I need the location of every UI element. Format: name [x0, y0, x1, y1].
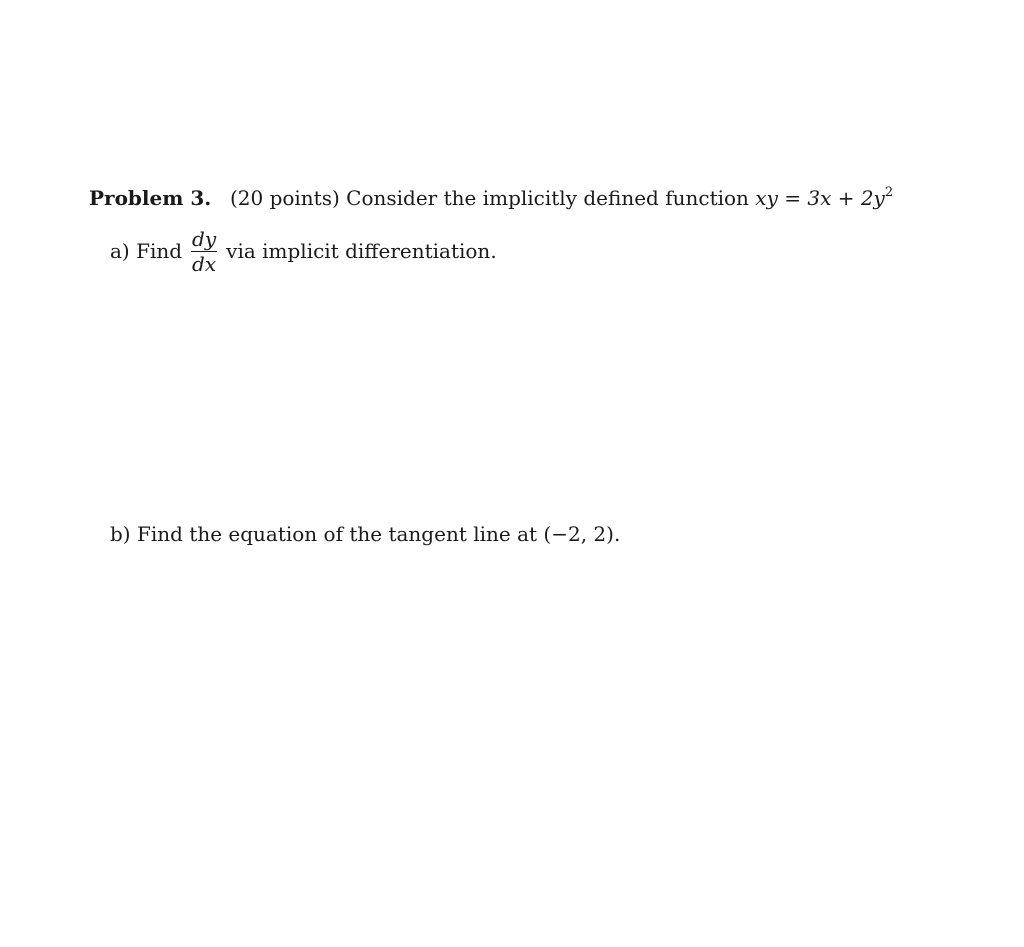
derivative-fraction [190, 228, 218, 275]
part-b [110, 522, 620, 546]
part-a [110, 226, 497, 276]
problem-label: Problem 3. [89, 186, 212, 210]
fraction-denominator: dx [192, 251, 217, 276]
problem-text: Consider the implicitly defined function [346, 186, 749, 210]
part-b-prefix: b) Find the equation of the tangent line at [110, 522, 538, 546]
part-a-prefix: a) Find [110, 239, 183, 263]
problem-statement [89, 181, 893, 210]
part-b-end: . [613, 522, 621, 546]
part-a-suffix: via implicit differentiation. [226, 239, 497, 263]
equation-equals: = [784, 186, 801, 210]
equation-lhs: xy [755, 186, 778, 210]
equation-rhs: 3x + 2y [807, 186, 885, 210]
equation-exponent: 2 [884, 185, 894, 200]
tangent-point: (−2, 2) [543, 522, 614, 546]
fraction-numerator: dy [192, 226, 217, 251]
problem-points: (20 points) [229, 186, 340, 210]
